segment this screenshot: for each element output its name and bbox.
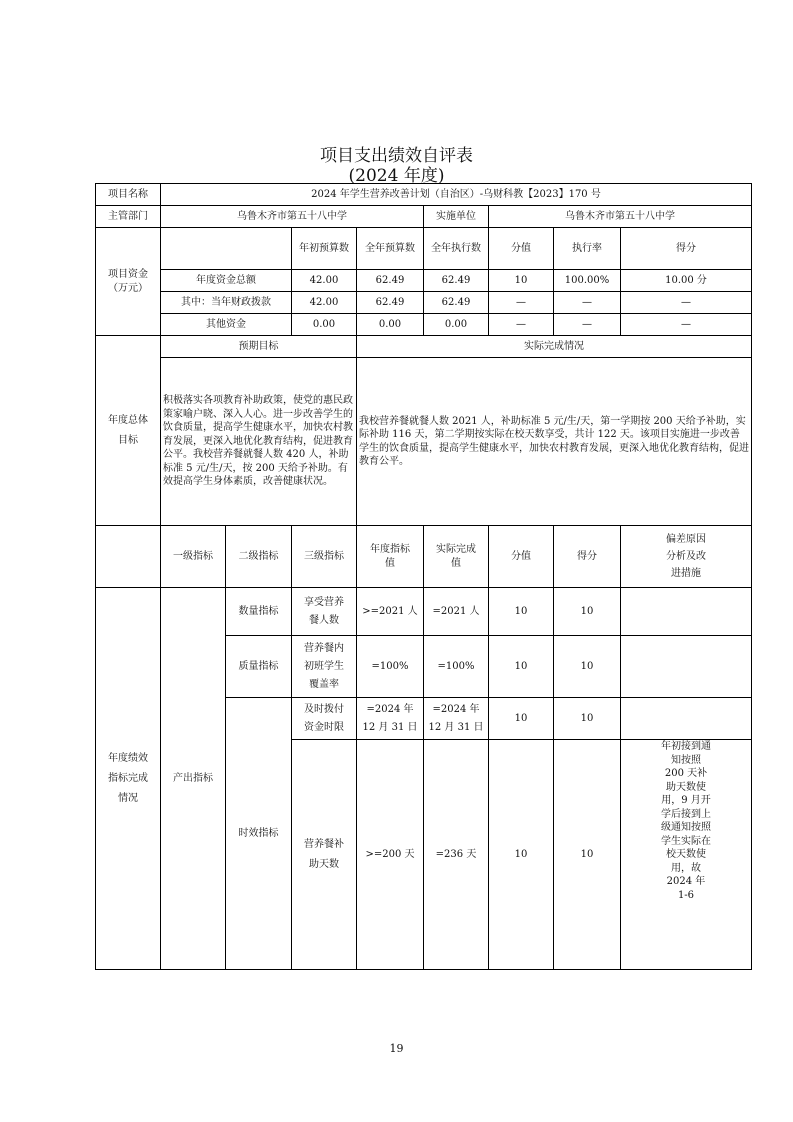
funds-header-blank xyxy=(161,228,292,270)
indicator-level2: 数量指标 xyxy=(226,588,292,636)
indicator-target: >=2021 人 xyxy=(357,588,424,636)
funds-header-executed: 全年执行数 xyxy=(424,228,489,270)
funds-cell: — xyxy=(621,314,752,336)
page-number: 19 xyxy=(389,1042,404,1055)
funds-cell: — xyxy=(554,314,621,336)
dept-value: 乌鲁木齐市第五十八中学 xyxy=(161,206,424,228)
funds-header-score: 得分 xyxy=(621,228,752,270)
funds-header-weight: 分值 xyxy=(489,228,554,270)
funds-cell: — xyxy=(554,292,621,314)
funds-cell: 62.49 xyxy=(424,292,489,314)
funds-cell: 42.00 xyxy=(292,270,357,292)
funds-header-annual: 全年预算数 xyxy=(357,228,424,270)
indicator-header-l1: 一级指标 xyxy=(161,526,226,588)
indicator-note xyxy=(621,698,752,740)
funds-label: 项目资金（万元） xyxy=(96,228,161,336)
indicator-actual: =100% xyxy=(424,636,489,698)
goal-label: 年度总体目标 xyxy=(96,336,161,526)
indicator-header-l2: 二级指标 xyxy=(226,526,292,588)
indicator-header-score: 得分 xyxy=(554,526,621,588)
funds-cell: — xyxy=(489,314,554,336)
funds-cell: 10 xyxy=(489,270,554,292)
funds-cell: 42.00 xyxy=(292,292,357,314)
indicator-header-blank xyxy=(96,526,161,588)
indicator-header-target: 年度指标值 xyxy=(357,526,424,588)
indicator-level3: 及时拨付资金时限 xyxy=(292,698,357,740)
funds-header-rate: 执行率 xyxy=(554,228,621,270)
funds-cell: 10.00 分 xyxy=(621,270,752,292)
funds-cell: 0.00 xyxy=(424,314,489,336)
indicator-weight: 10 xyxy=(489,636,554,698)
page-title: 项目支出绩效自评表 xyxy=(320,146,473,166)
goal-expected-text: 积极落实各项教育补助政策，使党的惠民政策家喻户晓、深入人心。进一步改善学生的饮食质量，提高学生健康水平，加快农村教育发展，更深入地优化教育结构，促进教育公平。我校营养餐就餐人数 420 人，补助标准 5 元/生/天，按 200 天给予补助。有效提高学生身体素质，改善健康状况。 xyxy=(161,358,357,526)
indicator-score: 10 xyxy=(554,698,621,740)
indicator-weight: 10 xyxy=(489,698,554,740)
goal-expected-header: 预期目标 xyxy=(161,336,357,358)
indicator-header-l3: 三级指标 xyxy=(292,526,357,588)
impl-label: 实施单位 xyxy=(424,206,489,228)
indicator-level3: 享受营养餐人数 xyxy=(292,588,357,636)
indicator-score: 10 xyxy=(554,636,621,698)
indicator-weight: 10 xyxy=(489,740,554,970)
indicator-weight: 10 xyxy=(489,588,554,636)
indicator-target: =100% xyxy=(357,636,424,698)
goal-actual-text: 我校营养餐就餐人数 2021 人，补助标准 5 元/生/天，第一学期按 200 天给予补助，实际补助 116 天，第二学期按实际在校天数享受，共计 122 天。该项目实施进一步改善学生的饮食质量，提高学生健康水平，加快农村教育发展，更深入地优化教育结构，促进教育公平。 xyxy=(357,358,752,526)
funds-cell: 0.00 xyxy=(357,314,424,336)
impl-value: 乌鲁木齐市第五十八中学 xyxy=(489,206,752,228)
indicator-actual: =2024 年 12 月 31 日 xyxy=(424,698,489,740)
funds-cell: 62.49 xyxy=(424,270,489,292)
indicator-target: =2024 年 12 月 31 日 xyxy=(357,698,424,740)
indicator-level3: 营养餐补助天数 xyxy=(292,740,357,970)
project-name-label: 项目名称 xyxy=(96,184,161,206)
funds-cell: 100.00% xyxy=(554,270,621,292)
indicator-target: >=200 天 xyxy=(357,740,424,970)
indicator-section-label: 年度绩效指标完成情况 xyxy=(96,588,161,970)
funds-header-initial: 年初预算数 xyxy=(292,228,357,270)
performance-table xyxy=(95,183,752,970)
funds-cell: 62.49 xyxy=(357,292,424,314)
indicator-note xyxy=(621,636,752,698)
indicator-header-weight: 分值 xyxy=(489,526,554,588)
indicator-level3: 营养餐内初班学生覆盖率 xyxy=(292,636,357,698)
indicator-level2: 时效指标 xyxy=(226,698,292,970)
indicator-score: 10 xyxy=(554,740,621,970)
page-subtitle: (2024 年度) xyxy=(348,166,445,186)
indicator-note: 年初接到通知按照 200 天补助天数使用，9 月开学后接到上级通知按照学生实际在校天数使用，故 2024 年 1-6 xyxy=(621,740,752,970)
funds-cell: 0.00 xyxy=(292,314,357,336)
indicator-header-actual: 实际完成值 xyxy=(424,526,489,588)
dept-label: 主管部门 xyxy=(96,206,161,228)
indicator-level1: 产出指标 xyxy=(161,588,226,970)
indicator-note xyxy=(621,588,752,636)
indicator-level2: 质量指标 xyxy=(226,636,292,698)
funds-row-other-name: 其他资金 xyxy=(161,314,292,336)
funds-row-total-name: 年度资金总额 xyxy=(161,270,292,292)
indicator-actual: =2021 人 xyxy=(424,588,489,636)
indicator-actual: =236 天 xyxy=(424,740,489,970)
goal-actual-header: 实际完成情况 xyxy=(357,336,752,358)
funds-cell: — xyxy=(621,292,752,314)
funds-cell: — xyxy=(489,292,554,314)
indicator-score: 10 xyxy=(554,588,621,636)
indicator-header-note: 偏差原因分析及改进措施 xyxy=(621,526,752,588)
project-name-value: 2024 年学生营养改善计划（自治区）-乌财科教【2023】170 号 xyxy=(161,184,752,206)
funds-cell: 62.49 xyxy=(357,270,424,292)
funds-row-fiscal-name: 其中：当年财政拨款 xyxy=(161,292,292,314)
